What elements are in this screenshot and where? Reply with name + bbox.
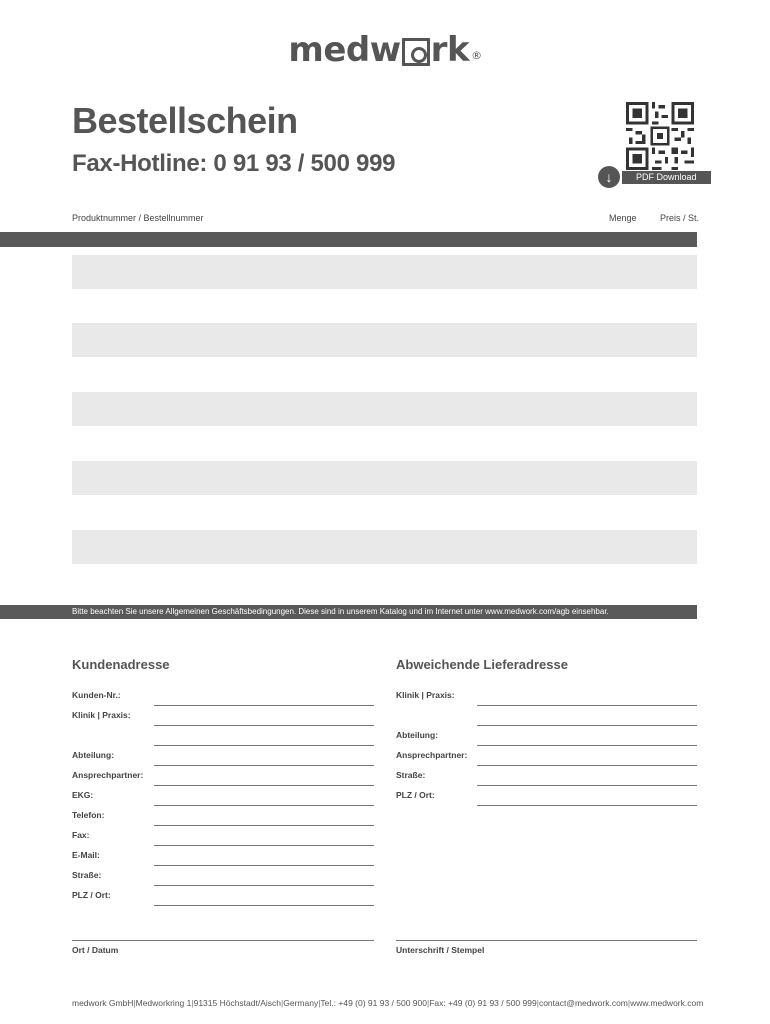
logo-text-left: medw — [288, 30, 401, 70]
signature-label: Unterschrift / Stempel — [396, 945, 485, 955]
column-header-price: Preis / St. — [660, 213, 700, 223]
delivery-contact-field[interactable] — [477, 765, 697, 766]
customer-fax-field[interactable] — [154, 845, 374, 846]
customer-clinic-field-2[interactable] — [154, 745, 374, 746]
delivery-department-field[interactable] — [477, 745, 697, 746]
delivery-address-title: Abweichende Lieferadresse — [396, 657, 568, 672]
footer-company: medwork GmbH — [72, 998, 134, 1008]
footer-street: Medworkring 1 — [135, 998, 192, 1008]
customer-email-field[interactable] — [154, 865, 374, 866]
customer-contact-label: Ansprechpartner: — [72, 770, 144, 780]
pdf-download-button[interactable] — [598, 166, 711, 188]
delivery-zip-city-label: PLZ / Ort: — [396, 790, 435, 800]
customer-department-field[interactable] — [154, 765, 374, 766]
terms-note: Bitte beachten Sie unsere Allgemeinen Geschäftsbedingungen. Diese sind in unserem Katalog und im Internet unter www.medwork.com/agb einsehbar. — [0, 605, 697, 619]
footer-separator: | — [133, 998, 136, 1008]
delivery-clinic-label: Klinik | Praxis: — [396, 690, 455, 700]
customer-fax-label: Fax: — [72, 830, 90, 840]
footer-email-link[interactable]: contact@medwork.com — [538, 998, 628, 1008]
delivery-department-label: Abteilung: — [396, 730, 439, 740]
footer-website-link[interactable]: www.medwork.com — [630, 998, 704, 1008]
footer-separator: | — [281, 998, 284, 1008]
delivery-street-label: Straße: — [396, 770, 426, 780]
customer-number-field[interactable] — [154, 705, 374, 706]
order-row-field[interactable] — [72, 255, 697, 289]
order-row-field[interactable] — [72, 461, 697, 495]
footer-separator: | — [191, 998, 194, 1008]
customer-ecg-field[interactable] — [154, 805, 374, 806]
logo-mark-icon — [402, 38, 430, 66]
customer-contact-field[interactable] — [154, 785, 374, 786]
customer-address-title: Kundenadresse — [72, 657, 170, 672]
customer-street-label: Straße: — [72, 870, 102, 880]
customer-street-field[interactable] — [154, 885, 374, 886]
header-divider-bar — [0, 232, 697, 247]
customer-clinic-label: Klinik | Praxis: — [72, 710, 131, 720]
delivery-contact-label: Ansprechpartner: — [396, 750, 468, 760]
customer-ecg-label: EKG: — [72, 790, 94, 800]
footer-separator: | — [426, 998, 430, 1008]
customer-phone-field[interactable] — [154, 825, 374, 826]
customer-department-label: Abteilung: — [72, 750, 115, 760]
order-row-field[interactable] — [72, 392, 697, 426]
customer-email-label: E-Mail: — [72, 850, 100, 860]
order-row-field[interactable] — [72, 530, 697, 564]
delivery-clinic-field[interactable] — [477, 705, 697, 706]
footer-separator: | — [627, 998, 631, 1008]
delivery-clinic-field-2[interactable] — [477, 725, 697, 726]
column-header-product: Produktnummer / Bestellnummer — [72, 213, 204, 223]
place-date-label: Ort / Datum — [72, 945, 119, 955]
footer-separator: | — [536, 998, 539, 1008]
customer-number-label: Kunden-Nr.: — [72, 690, 121, 700]
download-arrow-icon: ↓ — [598, 166, 620, 188]
page-title: Bestellschein — [72, 100, 298, 141]
customer-phone-label: Telefon: — [72, 810, 105, 820]
customer-clinic-field[interactable] — [154, 725, 374, 726]
medwork-logo — [0, 30, 770, 70]
delivery-zip-city-field[interactable] — [477, 805, 697, 806]
registered-mark: ® — [471, 49, 482, 62]
customer-zip-city-field[interactable] — [154, 905, 374, 906]
fax-hotline: Fax-Hotline: 0 91 93 / 500 999 — [72, 150, 396, 177]
logo-text-right: rk — [430, 30, 470, 70]
footer — [72, 998, 704, 1008]
place-date-field[interactable] — [72, 940, 374, 941]
footer-fax: Fax: +49 (0) 91 93 / 500 999 — [429, 998, 537, 1008]
delivery-street-field[interactable] — [477, 785, 697, 786]
footer-separator: | — [318, 998, 321, 1008]
customer-zip-city-label: PLZ / Ort: — [72, 890, 111, 900]
footer-city: 91315 Höchstadt/Aisch — [193, 998, 282, 1008]
signature-field[interactable] — [396, 940, 697, 941]
footer-phone: Tel.: +49 (0) 91 93 / 500 900 — [320, 998, 427, 1008]
qr-code-icon[interactable] — [626, 102, 694, 170]
pdf-download-label: PDF Download — [622, 171, 711, 184]
column-header-quantity: Menge — [609, 213, 637, 223]
order-row-field[interactable] — [72, 323, 697, 357]
footer-country: Germany — [283, 998, 319, 1008]
